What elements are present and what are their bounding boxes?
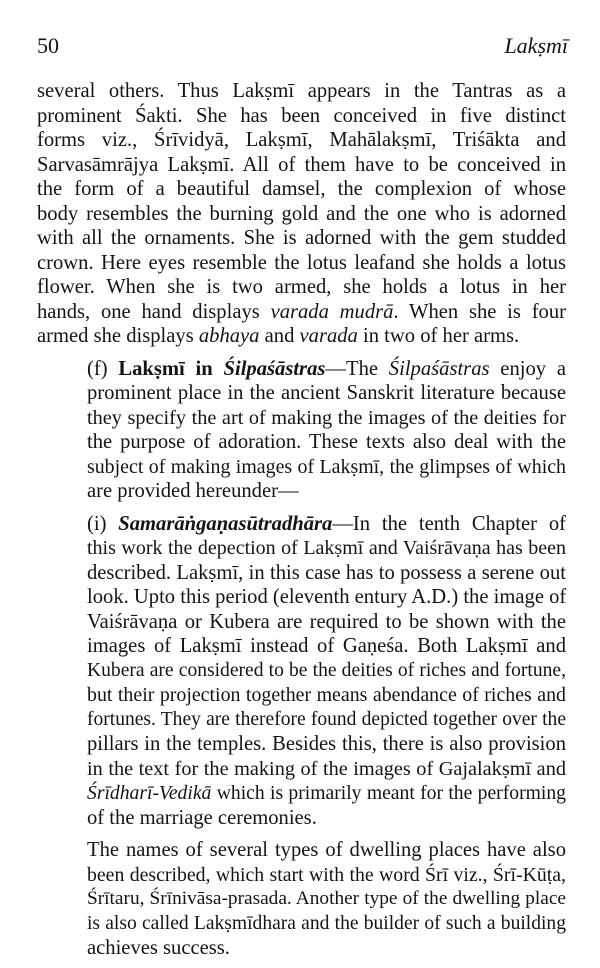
paragraph bbox=[37, 512, 566, 831]
text-run: and bbox=[259, 325, 300, 347]
text-run: The names of several types of dwelling places have also bbox=[87, 839, 566, 861]
text-run: with all the ornaments. She is adorned with the gem studded bbox=[37, 227, 566, 249]
text-line bbox=[37, 708, 566, 733]
text-run: is also called Lakṣmīdhara and the builder of such a building bbox=[87, 912, 566, 934]
text-run: been described, which start with the word Śrī viz., Śrī-Kūṭa, bbox=[87, 863, 566, 886]
text-run: Śilpaśāstras bbox=[223, 357, 326, 380]
text-run: images of Lakṣmī instead of Gaṇeśa. Both Lakṣmī and bbox=[87, 635, 566, 657]
text-line bbox=[37, 381, 566, 406]
text-line bbox=[37, 863, 566, 888]
text-run: the purpose of adoration. These texts also deal with the bbox=[87, 431, 566, 453]
paragraph bbox=[37, 838, 566, 961]
text-line bbox=[37, 275, 566, 300]
text-run: hands, one hand displays bbox=[37, 300, 271, 323]
text-line bbox=[37, 838, 566, 863]
page-number: 50 bbox=[37, 33, 59, 58]
text-run: the form of a beautiful damsel, the complexion of whose bbox=[37, 178, 566, 200]
text-line bbox=[37, 781, 566, 806]
text-run: achieves success. bbox=[87, 937, 230, 959]
text-line bbox=[37, 806, 566, 831]
text-run: pillars in the temples. Besides this, there is also provision bbox=[87, 733, 566, 755]
text-line bbox=[37, 430, 566, 455]
text-run: crown. Here eyes resemble the lotus leafand she holds a lotus bbox=[37, 251, 566, 274]
text-run: enjoy a bbox=[489, 357, 566, 380]
text-run: which is primarily meant for the performing bbox=[211, 782, 566, 804]
text-line bbox=[37, 561, 566, 586]
text-line bbox=[37, 732, 566, 757]
text-run: this work the depection of Lakṣmī and Vaiśrāvaṇa has been bbox=[87, 537, 566, 559]
text-line bbox=[37, 128, 566, 153]
text-line bbox=[37, 887, 566, 912]
text-line bbox=[37, 536, 566, 561]
text-run: armed she displays bbox=[37, 325, 199, 347]
text-line bbox=[37, 226, 566, 251]
text-run: several others. Thus Lakṣmī appears in the Tantras as a bbox=[37, 80, 566, 102]
text-run: Sarvasāmrājya Lakṣmī. All of them have to be conceived in bbox=[37, 153, 566, 176]
text-run: but their projection together means abendance of riches and bbox=[87, 684, 566, 706]
text-line bbox=[37, 659, 566, 684]
text-run: of the marriage ceremonies. bbox=[87, 806, 317, 829]
text-run: are provided hereunder— bbox=[87, 480, 299, 502]
text-line bbox=[37, 324, 566, 349]
text-run: (i) bbox=[87, 512, 119, 535]
body-text bbox=[37, 79, 566, 961]
text-line bbox=[37, 936, 566, 961]
text-run: varada bbox=[299, 325, 358, 347]
text-line bbox=[37, 610, 566, 635]
text-line bbox=[37, 683, 566, 708]
text-line bbox=[37, 455, 566, 480]
text-line bbox=[37, 177, 566, 202]
text-run: they specify the art of making the images of the deities for bbox=[87, 406, 566, 429]
text-run: Kubera are considered to be the deities of riches and fortune, bbox=[87, 659, 566, 681]
text-line bbox=[37, 512, 566, 537]
text-run: (f) bbox=[87, 357, 119, 380]
text-run: Śrītaru, Śrīnivāsa-prasada. Another type of the dwelling place bbox=[87, 888, 566, 909]
text-run: in the text for the making of the images of Gajalakṣmī and bbox=[87, 757, 566, 780]
text-line bbox=[37, 912, 566, 937]
text-run: Śilpaśāstras bbox=[388, 357, 490, 380]
text-run: in two of her arms. bbox=[357, 325, 520, 347]
text-run: varada mudrā bbox=[270, 300, 394, 323]
text-run: —In the tenth Chapter of bbox=[332, 512, 566, 535]
text-line bbox=[37, 634, 566, 659]
running-title: Lakṣmī bbox=[504, 33, 568, 58]
text-run: Vaiśrāvaṇa or Kubera are required to be shown with the bbox=[87, 610, 566, 633]
text-run: abhaya bbox=[198, 325, 260, 347]
text-line bbox=[37, 300, 566, 325]
text-line bbox=[37, 406, 566, 431]
text-run: —The bbox=[325, 357, 389, 380]
text-run: flower. When she is two armed, she holds a lotus in her bbox=[37, 276, 566, 298]
paragraph bbox=[37, 79, 566, 349]
text-line bbox=[37, 202, 566, 227]
text-line bbox=[37, 153, 566, 178]
text-run: prominent Śakti. She has been conceived in five distinct bbox=[37, 104, 566, 127]
text-run: subject of making images of Lakṣmī, the glimpses of which bbox=[87, 455, 566, 478]
text-run: Lakṣmī in bbox=[118, 357, 224, 380]
text-line bbox=[37, 585, 566, 610]
text-line bbox=[37, 479, 566, 504]
text-run: described. Lakṣmī, in this case has to possess a serene out bbox=[87, 561, 566, 584]
text-run: fortunes. They are therefore found depicted together over the bbox=[87, 708, 566, 730]
text-run: prominent place in the ancient Sanskrit literature because bbox=[87, 382, 566, 404]
text-run: look. Upto this period (eleventh entury A.D.) the image of bbox=[87, 586, 567, 608]
text-run: Samarāṅgaṇasūtradhāra bbox=[118, 512, 333, 535]
text-line bbox=[37, 357, 566, 382]
text-run: . When she is four bbox=[393, 300, 567, 323]
text-line bbox=[37, 104, 566, 129]
text-line bbox=[37, 79, 566, 104]
text-line bbox=[37, 757, 566, 782]
text-run: Śrīdharī-Vedikā bbox=[87, 782, 212, 804]
text-run: body resembles the burning gold and the one who is adorned bbox=[37, 202, 566, 225]
running-header bbox=[37, 33, 568, 59]
text-line bbox=[37, 251, 566, 276]
text-run: forms viz., Śrīvidyā, Lakṣmī, Mahālakṣmī, Triśākta and bbox=[37, 129, 566, 151]
paragraph bbox=[37, 357, 566, 504]
